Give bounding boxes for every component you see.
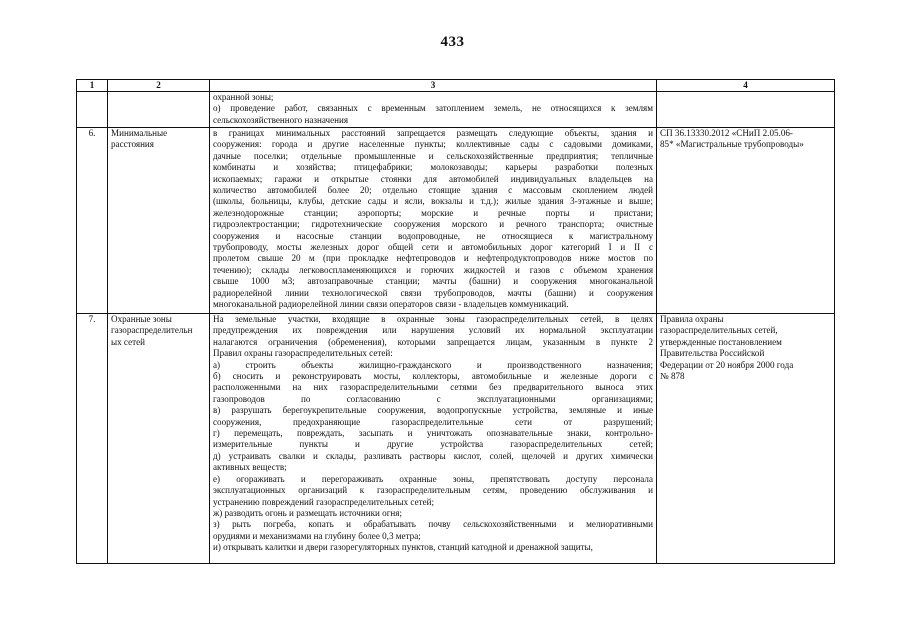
row-content [210,92,657,128]
cell-line: многоканальной радиорелейной линии связи операторов связи - владельцев коммуникаций. [213,299,569,310]
cell-line: в границах минимальных расстояний запрещается размещать следующие объекты, здания и [213,128,653,138]
row-source [657,128,835,314]
row-number [77,92,108,128]
header-cell-4: 4 [657,80,835,92]
row-name [108,314,210,564]
cell-line: а) строить объекты жилищно-гражданского и производственного назначения; [213,359,653,370]
cell-line: эксплуатационных организаций к газораспределительным сетям, проведению обслуживания и [213,485,653,496]
cell-line: д) устраивать свалки и склады, разливать растворы кислот, солей, щелочей и других химически [213,450,653,461]
cell-line: Правил охраны газораспределительных сетей: [213,348,393,359]
cell-line: ых сетей [111,336,145,347]
cell-line: сооружения, предохраняющие газораспределительные сети от разрушений; [213,416,653,427]
table-header-row [77,80,835,92]
cell-line: количество автомобилей более 20; отдельно стоящие здания с массовым скоплением людей [213,185,653,196]
header-cell-1: 1 [77,80,108,92]
table-row [77,314,835,564]
cell-line: ж) разводить огонь и размещать источники огня; [213,507,403,518]
cell-line: газопроводов по согласованию с эксплуатационными организациями; [213,393,653,404]
cell-line: Федерации от 20 ноября 2000 года [660,359,794,370]
cell-line: газораспределительн [111,325,193,336]
cell-line: течению); склады легковоспламеняющихся и горючих жидкостей и газов с объемом хранения [213,264,653,275]
cell-line: налагаются ограничения (обременения), которыми запрещается лицам, указанным в пункте 2 [213,336,653,347]
cell-line: устранению повреждений газораспределительных сетей; [213,496,435,507]
cell-line: г) перемещать, повреждать, засыпать и уничтожать опознавательные знаки, контрольно- [213,428,653,439]
cell-line: сельскохозяйственного назначения [213,114,349,125]
cell-line: свыше 1000 м3; автозаправочные станции; мачты (башни) и сооружения многоканальной [213,276,653,287]
cell-line: охранной зоны; [213,92,274,102]
cell-line: газораспределительных сетей, [660,325,778,336]
cell-line: пролетом свыше 20 м (при прокладке нефтепроводов и нефтепродуктопроводов ниже мостов по [213,253,653,264]
cell-line: трубопроводу, мосты железных дорог общей сети и автомобильных дорог категорий I и II с [213,242,653,253]
cell-line: в) разрушать берегоукрепительные сооружения, водопропускные устройства, земляные и иные [213,405,653,416]
cell-line: ископаемых; гаражи и открытые стоянки для автомобилей индивидуальных владельцев на [213,173,653,184]
cell-line: комбинаты и хозяйства; птицефабрики; молокозаводы; карьеры разработки полезных [213,162,653,173]
row-number: 6. [77,128,108,314]
cell-line: № 878 [660,371,685,382]
document-table [76,79,835,564]
row-name [108,128,210,314]
cell-line: сооружения и насосные станции водопроводные, не относящиеся к магистральному [213,230,653,241]
cell-line: орудиями и механизмами на глубину более 0,3 метра; [213,530,421,541]
cell-line: е) огораживать и перегораживать охранные зоны, препятствовать доступу персонала [213,473,653,484]
cell-line: 85* «Магистральные трубопроводы» [660,139,804,150]
cell-line: На земельные участки, входящие в охранные зоны газораспределительных сетей, в целях [213,314,653,324]
row-content [210,314,657,564]
cell-line: железнодорожные станции; аэропорты; морские и речные порты и пристани; [213,207,653,218]
table-row [77,92,835,128]
cell-line: СП 36.13330.2012 «СНиП 2.05.06- [660,128,793,138]
cell-line: сооружения: города и другие населенные пункты; коллективные сады с садовыми домиками, [213,139,653,150]
header-cell-2: 2 [108,80,210,92]
cell-line: предупреждения их повреждения или нарушения условий их нормальной эксплуатации [213,325,653,336]
cell-line: активных веществ; [213,462,287,473]
cell-line: радиорелейной линии технологической связи трубопроводов, мачты (башни) и сооружения [213,287,653,298]
cell-line: Минимальные [111,128,168,138]
cell-line: Правительства Российской [660,348,765,359]
cell-line: з) рыть погреба, копать и обрабатывать почву сельскохозяйственными и мелиоративными [213,519,653,530]
table-row [77,128,835,314]
cell-line: и) открывать калитки и двери газорегуляторных пунктов, станций катодной и дренажной защиты, [213,542,593,553]
cell-line: гидроэлектростанции; гидротехнические сооружения морского и речного транспорта; очистные [213,219,653,230]
cell-line: расположенными на них газораспределительными сетями без предварительного выноса этих [213,382,653,393]
cell-line: о) проведение работ, связанных с временным затоплением земель, не относящихся к землям [213,103,653,114]
row-source [657,314,835,564]
cell-line: измерительные пункты и другие устройства газораспределительных сетей; [213,439,653,450]
header-cell-3: 3 [210,80,657,92]
cell-line: б) сносить и реконструировать мосты, коллекторы, автомобильные и железные дороги с [213,371,653,382]
cell-line: (школы, больницы, клубы, детские сады и ясли, вокзалы и т.д.); жилые здания 3-этажные и выше; [213,196,653,207]
cell-line: Охранные зоны [111,314,172,324]
page-number: 433 [440,34,465,50]
cell-line: Правила охраны [660,314,724,324]
row-name [108,92,210,128]
row-content [210,128,657,314]
cell-line: расстояния [111,139,154,150]
row-number: 7. [77,314,108,564]
cell-line: утвержденные постановлением [660,336,782,347]
cell-line: дачные поселки; отдельные промышленные и сельскохозяйственные предприятия; тепличные [213,150,653,161]
row-source [657,92,835,128]
